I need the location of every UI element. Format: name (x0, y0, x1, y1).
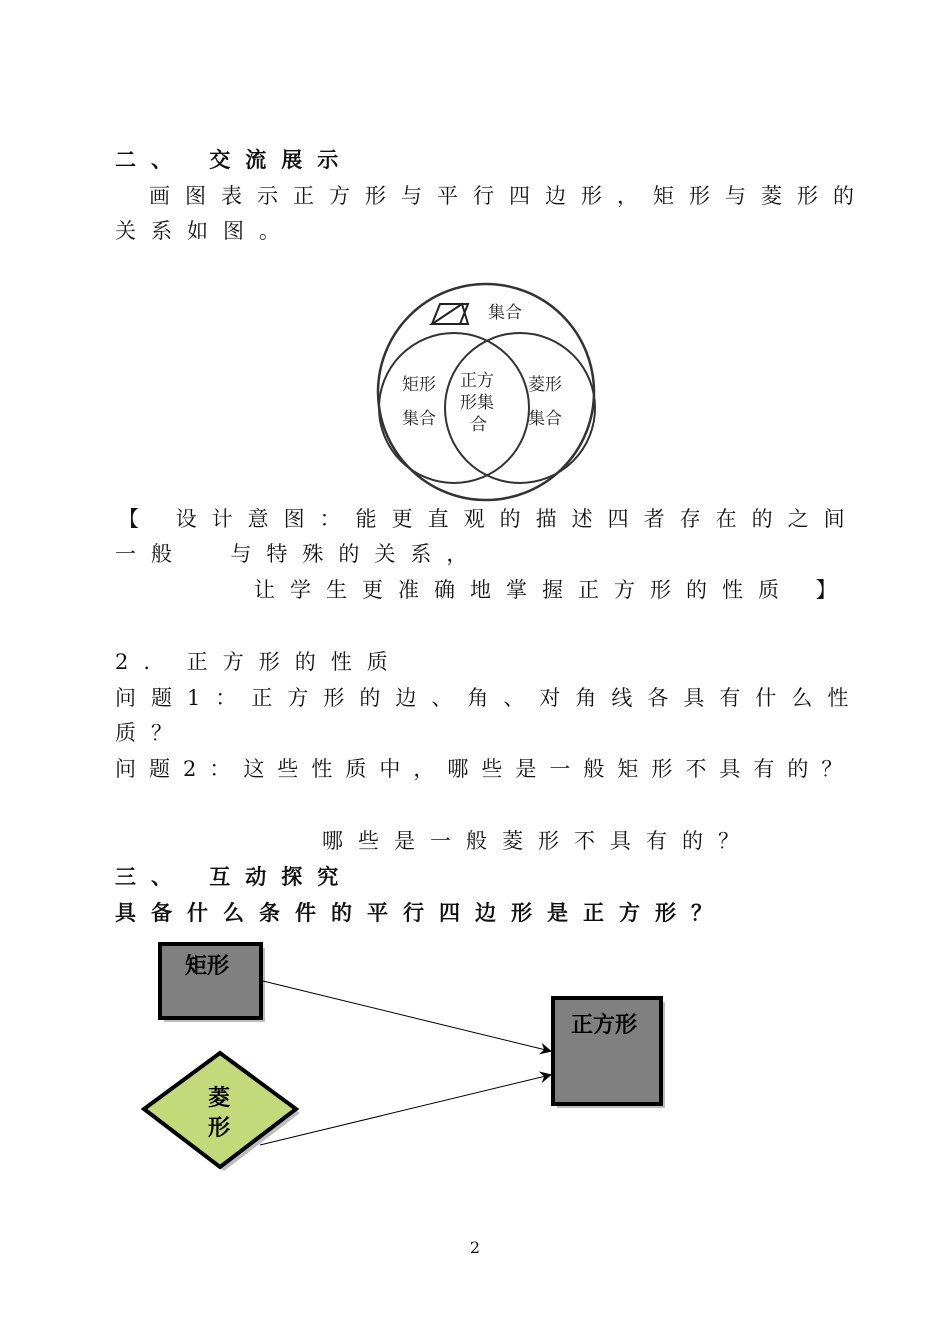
arrow-rectangle-to-square (263, 981, 550, 1051)
venn-diagram (370, 280, 602, 506)
question1-line2: 质？ (115, 721, 187, 745)
left-circle (379, 333, 529, 483)
question2-line2: 哪些是一般菱形不具有的？ (322, 829, 754, 853)
question2-line1: 问题2：这些性质中，哪些是一般矩形不具有的？ (115, 757, 856, 781)
properties-heading: 2. 正方形的性质 (115, 650, 403, 674)
outer-set-label: 集合 (488, 303, 522, 323)
square-set-label-1: 正方 (460, 371, 494, 391)
section2-paragraph-line2: 关系如图。 (115, 219, 295, 243)
design-note-line2: 一般 与特殊的关系， (115, 542, 483, 566)
rectangle-box-label: 矩形 (185, 954, 230, 979)
page-number: 2 (469, 1238, 481, 1257)
rhombus-label-1: 菱 (208, 1086, 231, 1111)
parallelogram-icon (432, 304, 468, 324)
rhombus-set-label-2: 集合 (528, 409, 562, 429)
square-set-label-3: 合 (470, 415, 487, 435)
section3-heading: 三、 互动探究 (115, 864, 354, 889)
design-note-line3: 让学生更准确地掌握正方形的性质 】 (254, 578, 852, 602)
square-box-label: 正方形 (571, 1013, 638, 1038)
condition-flow-diagram (130, 935, 690, 1185)
rhombus-set-label-1: 菱形 (528, 375, 562, 395)
section3-question: 具备什么条件的平行四边形是正方形？ (115, 900, 727, 925)
section2-heading: 二、 交流展示 (115, 147, 354, 172)
rectangle-set-label-1: 矩形 (402, 375, 436, 395)
square-set-label-2: 形集 (460, 393, 494, 413)
design-note-line1: 【 设计意图：能更直观的描述四者存在的之间 (118, 507, 860, 531)
arrow-rhombus-to-square (260, 1075, 550, 1145)
rectangle-set-label-2: 集合 (402, 409, 436, 429)
section2-paragraph-line1: 画图表示正方形与平行四边形，矩形与菱形的 (149, 184, 869, 208)
question1-line1: 问题1：正方形的边、角、对角线各具有什么性 (115, 686, 864, 710)
rhombus-label-2: 形 (208, 1116, 231, 1141)
